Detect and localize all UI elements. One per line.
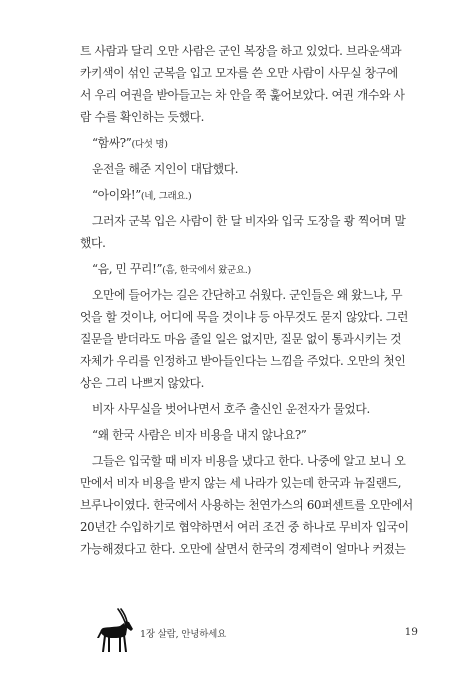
- text-line: 상은 그리 나쁘지 않았다.: [80, 376, 205, 390]
- chapter-label: 1장 살람, 안녕하세요: [140, 629, 227, 640]
- text-line: 오만에 들어가는 길은 간단하고 쉬웠다. 군인들은 왜 왔느냐, 무: [92, 288, 403, 302]
- oryx-icon: [96, 608, 136, 656]
- text-line: 엇을 할 것이냐, 어디에 묵을 것이냐 등 아무것도 묻지 않았다. 그런: [80, 310, 408, 324]
- dialogue-translation: (네, 그래요.): [140, 191, 192, 202]
- dialogue-line: [80, 258, 420, 280]
- text-line: 람 수를 확인하는 듯했다.: [80, 110, 205, 124]
- text-line: 운전을 해준 지인이 대답했다.: [92, 162, 239, 176]
- text-line: 카키색이 섞인 군복을 입고 모자를 쓴 오만 사람이 사무실 창구에: [80, 66, 398, 80]
- dialogue-translation: (흠, 한국에서 왔군요.): [162, 265, 251, 276]
- text-line: 트 사람과 달리 오만 사람은 군인 복장을 하고 있었다. 브라운색과: [80, 44, 402, 58]
- dialogue-text: “함싸?”: [92, 136, 132, 150]
- dialogue-line: [80, 132, 420, 154]
- text-line: 그들은 입국할 때 비자 비용을 냈다고 한다. 나중에 알고 보니 오: [92, 454, 406, 468]
- text-line: 가능해졌다고 한다. 오만에 살면서 한국의 경제력이 얼마나 커졌는: [80, 542, 406, 556]
- text-line: 서 우리 여권을 받아들고는 차 안을 쭉 훑어보았다. 여권 개수와 사: [80, 88, 405, 102]
- text-line: 자체가 우리를 인정하고 받아들인다는 느낌을 주었다. 오만의 첫인: [80, 354, 406, 368]
- text-line: 20년간 수입하기로 협약하면서 여러 조건 중 하나로 무비자 입국이: [80, 520, 409, 534]
- dialogue-text: “음, 민 꾸리!”: [92, 262, 163, 276]
- dialogue-text: “아이와!”: [92, 188, 141, 202]
- text-line: 했다.: [80, 236, 106, 250]
- text-line: 그러자 군복 입은 사람이 한 달 비자와 입국 도장을 쾅 찍어며 말: [92, 214, 406, 228]
- dialogue-line: [80, 184, 420, 206]
- dialogue-translation: (다섯 명): [131, 139, 168, 150]
- text-line: 만에서 비자 비용을 받지 않는 세 나라가 있는데 한국과 뉴질랜드,: [80, 476, 402, 490]
- page-number: 19: [404, 626, 418, 638]
- text-line: 브루나이였다. 한국에서 사용하는 천연가스의 60퍼센트를 오만에서: [80, 498, 413, 512]
- text-line: 비자 사무실을 벗어나면서 호주 출신인 운전자가 물었다.: [92, 402, 370, 416]
- text-line: 질문을 받더라도 마음 졸일 일은 없지만, 질문 없이 통과시키는 것: [80, 332, 402, 346]
- dialogue-line: “왜 한국 사람은 비자 비용을 내지 않나요?”: [92, 428, 307, 442]
